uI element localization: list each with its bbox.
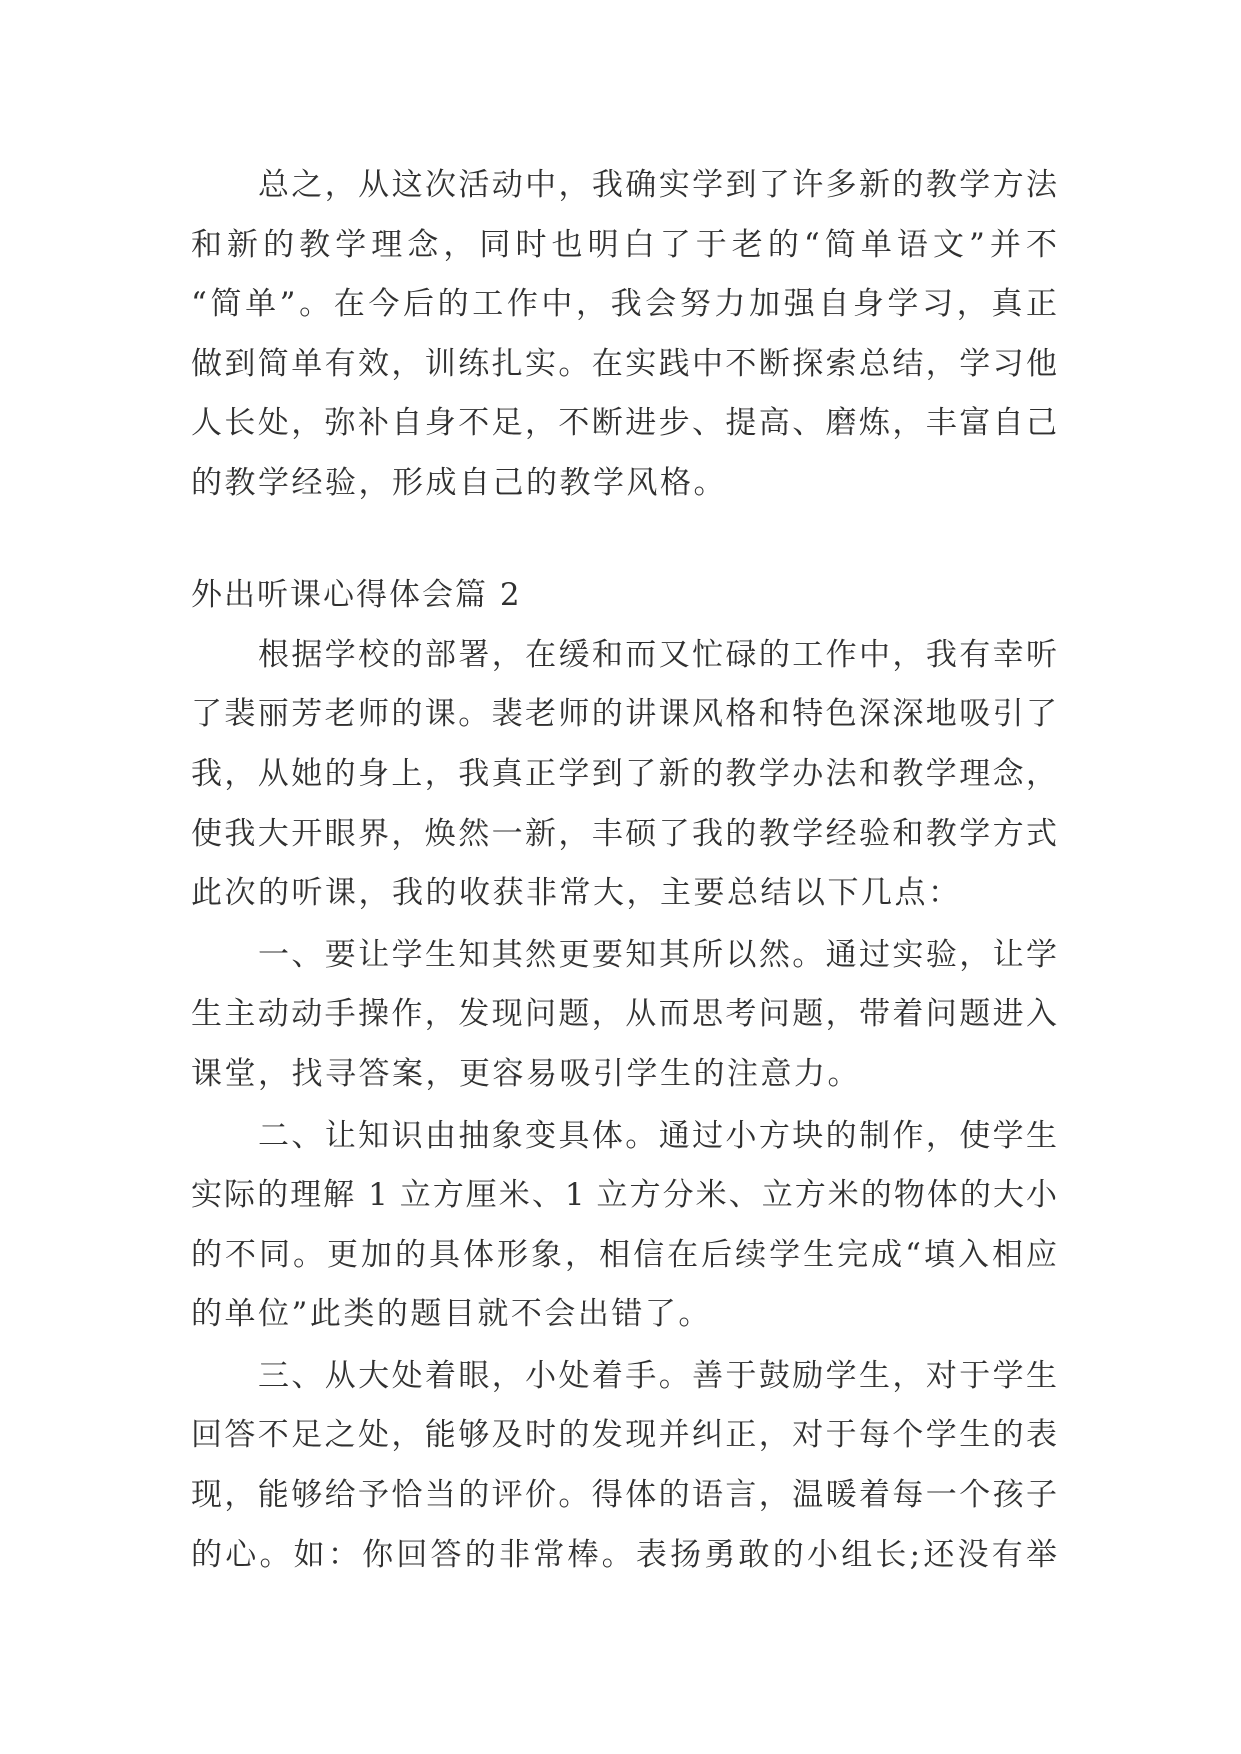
paragraph-conclusion bbox=[191, 156, 1057, 514]
text-line: 一、要让学生知其然更要知其所以然。通过实验，让学 bbox=[258, 936, 1057, 973]
text-line: 我，从她的身上，我真正学到了新的教学办法和教学理念， bbox=[191, 755, 1057, 792]
paragraph-point-three bbox=[191, 1347, 1057, 1585]
text-line: 此次的听课，我的收获非常大，主要总结以下几点： bbox=[191, 875, 962, 912]
text-line: 了裴丽芳老师的课。裴老师的讲课风格和特色深深地吸引了 bbox=[191, 696, 1057, 733]
text-line: “简单”。在今后的工作中，我会努力加强自身学习，真正 bbox=[191, 286, 1057, 323]
text-line: 三、从大处着眼，小处着手。善于鼓励学生，对于学生 bbox=[258, 1357, 1057, 1394]
text-line: 的心。如：你回答的非常棒。表扬勇敢的小组长;还没有举 bbox=[191, 1536, 1057, 1573]
text-line: 二、让知识由抽象变具体。通过小方块的制作，使学生 bbox=[258, 1117, 1057, 1154]
text-line: 生主动动手操作，发现问题，从而思考问题，带着问题进入 bbox=[191, 996, 1057, 1033]
text-line: 总之，从这次活动中，我确实学到了许多新的教学方法 bbox=[258, 167, 1057, 203]
text-line: 的不同。更加的具体形象，相信在后续学生完成“填入相应 bbox=[191, 1236, 1057, 1273]
text-line: 回答不足之处，能够及时的发现并纠正，对于每个学生的表 bbox=[191, 1417, 1057, 1454]
section-title: 外出听课心得体会篇 2 bbox=[191, 577, 522, 614]
text-line: 实际的理解 1 立方厘米、1 立方分米、立方米的物体的大小 bbox=[191, 1177, 1057, 1214]
text-line: 和新的教学理念，同时也明白了于老的“简单语文”并不 bbox=[191, 226, 1057, 263]
text-line: 的教学经验，形成自己的教学风格。 bbox=[191, 464, 727, 501]
text-line: 现，能够给予恰当的评价。得体的语言，温暖着每一个孩子 bbox=[191, 1477, 1057, 1514]
document-body bbox=[191, 156, 1057, 1587]
text-line: 人长处，弥补自身不足，不断进步、提高、磨炼，丰富自己 bbox=[191, 405, 1057, 442]
paragraph-point-one bbox=[191, 926, 1057, 1105]
paragraph-intro bbox=[191, 626, 1057, 924]
text-line: 的单位”此类的题目就不会出错了。 bbox=[191, 1296, 712, 1333]
text-line: 课堂，找寻答案，更容易吸引学生的注意力。 bbox=[191, 1055, 861, 1092]
text-line: 做到简单有效，训练扎实。在实践中不断探索总结，学习他 bbox=[191, 345, 1057, 382]
text-line: 使我大开眼界，焕然一新，丰硕了我的教学经验和教学方式 bbox=[191, 815, 1057, 852]
paragraph-point-two bbox=[191, 1107, 1057, 1345]
text-line: 根据学校的部署，在缓和而又忙碌的工作中，我有幸听 bbox=[258, 636, 1057, 673]
